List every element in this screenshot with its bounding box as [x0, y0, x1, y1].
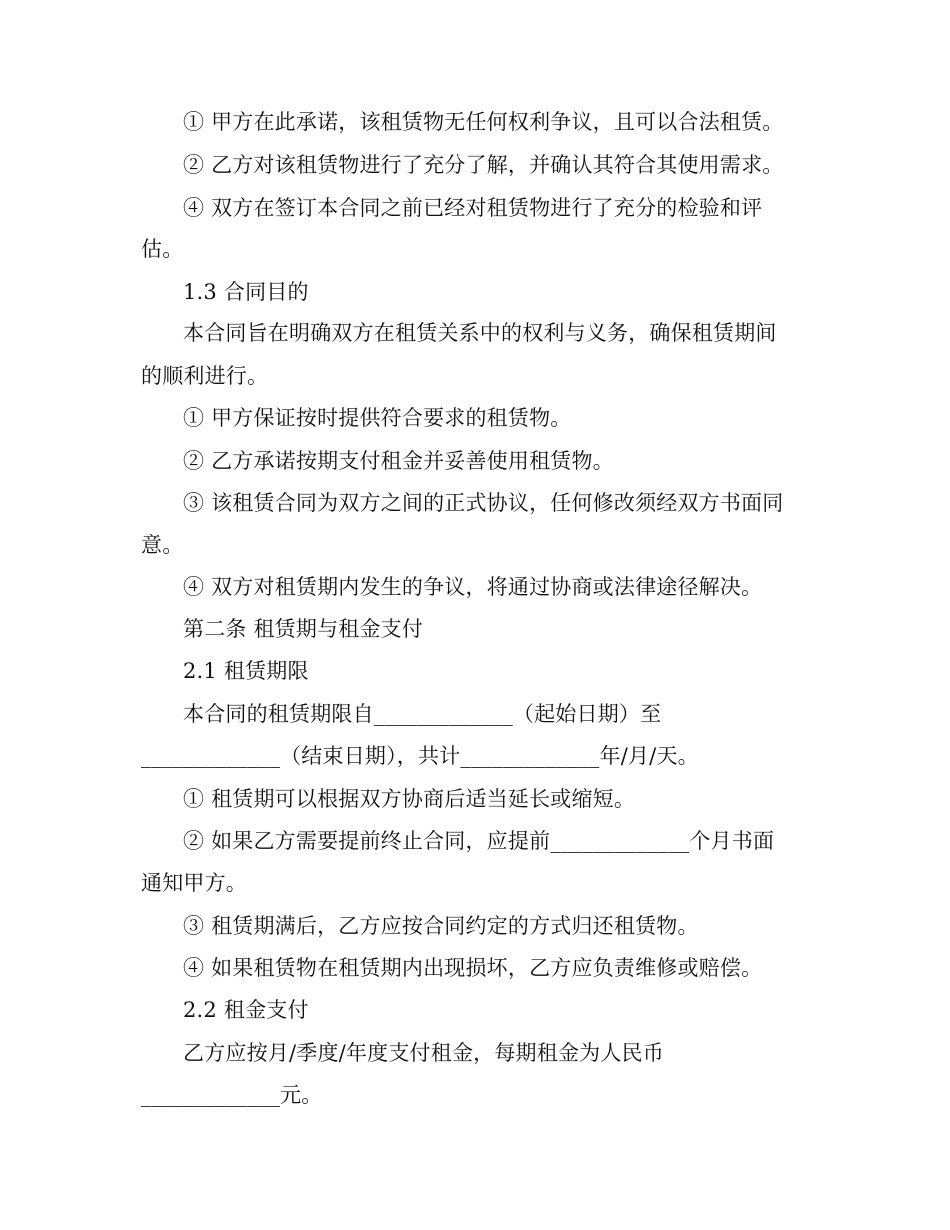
clause-2-1-item-4: ④ 如果租赁物在租赁期内出现损坏，乙方应负责维修或赔偿。: [183, 956, 763, 980]
section-1-3-paragraph: 本合同旨在明确双方在租赁关系中的权利与义务，确保租赁期间: [183, 321, 777, 345]
clause-2-1-item-1: ① 租赁期可以根据双方协商后适当延长或缩短。: [183, 787, 636, 811]
section-1-3-heading: 1.3 合同目的: [183, 280, 309, 304]
section-2-2-paragraph-cont: _____________元。: [141, 1083, 323, 1107]
clause-1-3-item-3-cont: 意。: [141, 533, 184, 557]
article-2-heading: 第二条 租赁期与租金支付: [183, 617, 424, 641]
clause-2-1-item-2: ② 如果乙方需要提前终止合同，应提前_____________个月书面: [183, 829, 775, 853]
clause-1-2-item-2: ② 乙方对该租赁物进行了充分了解，并确认其符合其使用需求。: [183, 153, 784, 177]
clause-1-2-item-4-cont: 估。: [141, 237, 184, 261]
section-1-3-paragraph-cont: 的顺利进行。: [141, 364, 269, 388]
section-2-2-paragraph: 乙方应按月/季度/年度支付租金，每期租金为人民币: [183, 1041, 664, 1065]
clause-1-2-item-4: ④ 双方在签订本合同之前已经对租赁物进行了充分的检验和评: [183, 196, 763, 220]
clause-1-3-item-1: ① 甲方保证按时提供符合要求的租赁物。: [183, 406, 572, 430]
section-2-1-paragraph-cont: _____________（结束日期），共计_____________年/月/天。: [141, 744, 699, 768]
clause-1-3-item-3: ③ 该租赁合同为双方之间的正式协议，任何修改须经双方书面同: [183, 491, 784, 515]
clause-2-1-item-2-cont: 通知甲方。: [141, 871, 247, 895]
section-2-2-heading: 2.2 租金支付: [183, 998, 309, 1022]
clause-2-1-item-3: ③ 租赁期满后，乙方应按合同约定的方式归还租赁物。: [183, 914, 699, 938]
section-2-1-paragraph: 本合同的租赁期限自_____________（起始日期）至: [183, 702, 662, 726]
clause-1-3-item-4: ④ 双方对租赁期内发生的争议，将通过协商或法律途径解决。: [183, 575, 763, 599]
section-2-1-heading: 2.1 租赁期限: [183, 659, 309, 683]
clause-1-3-item-2: ② 乙方承诺按期支付租金并妥善使用租赁物。: [183, 449, 614, 473]
clause-1-2-item-1: ① 甲方在此承诺，该租赁物无任何权利争议，且可以合法租赁。: [183, 110, 784, 134]
